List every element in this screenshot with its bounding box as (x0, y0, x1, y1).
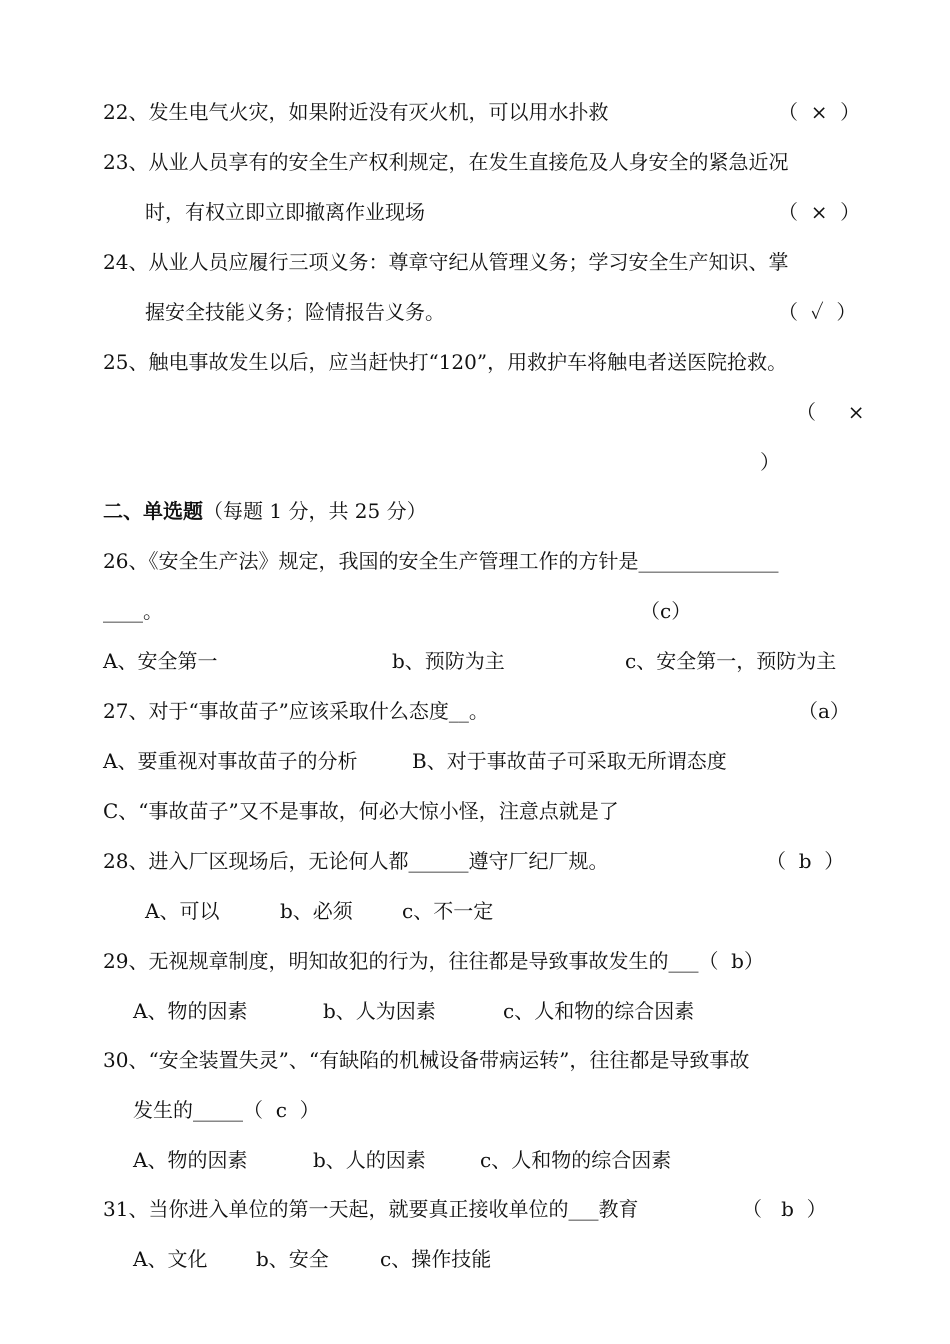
q28-answer: （ b ） (766, 849, 845, 873)
q28-option-c: c、不一定 (402, 899, 494, 923)
q25-text: 25、触电事故发生以后，应当赶快打“120”，用救护车将触电者送医院抢救。 (103, 350, 788, 374)
q23-line2: 时，有权立即立即撤离作业现场 (145, 200, 425, 224)
q29-option-a: A、物的因素 (133, 999, 248, 1023)
q26-answer: （c） (640, 599, 692, 623)
q26-option-a: A、安全第一 (103, 649, 218, 673)
q25-answer-open: （ × (796, 400, 865, 424)
q27-answer: （a） (798, 699, 850, 723)
q30-option-c: c、人和物的综合因素 (480, 1148, 672, 1172)
section-note: （每题 1 分，共 25 分） (203, 499, 427, 523)
q24-line1: 24、从业人员应履行三项义务：尊章守纪从管理义务；学习安全生产知识、掌 (103, 250, 789, 274)
q27-text: 27、对于“事故苗子”应该采取什么态度__。 (103, 699, 489, 723)
q28-text: 28、进入厂区现场后，无论何人都______遵守厂纪厂规。 (103, 849, 609, 873)
q26-line2: ____。 (103, 599, 163, 623)
q25-answer-close: ） (760, 450, 780, 474)
q29-option-b: b、人为因素 (323, 999, 436, 1023)
q26-option-c: c、安全第一，预防为主 (625, 649, 837, 673)
q30-option-b: b、人的因素 (313, 1148, 426, 1172)
q22-answer: （ × ） (778, 100, 861, 124)
section-title: 二、单选题 (103, 499, 203, 523)
section-heading (103, 497, 427, 525)
q24-answer: （ ✓ ） (778, 300, 857, 324)
q30-line1: 30、“安全装置失灵”、“有缺陷的机械设备带病运转”，往往都是导致事故 (103, 1048, 750, 1072)
q28-option-a: A、可以 (145, 899, 220, 923)
q27-option-b: B、对于事故苗子可采取无所谓态度 (412, 749, 727, 773)
q30-line2: 发生的_____（ c ） (133, 1098, 320, 1122)
q31-answer: （ b ） (742, 1197, 827, 1221)
q29-text: 29、无视规章制度，明知故犯的行为，往往都是导致事故发生的___（ b） (103, 949, 764, 973)
q29-option-c: c、人和物的综合因素 (503, 999, 695, 1023)
q23-answer: （ × ） (778, 200, 861, 224)
q27-option-c: C、“事故苗子”又不是事故，何必大惊小怪，注意点就是了 (103, 799, 619, 823)
q27-option-a: A、要重视对事故苗子的分析 (103, 749, 358, 773)
q31-text: 31、当你进入单位的第一天起，就要真正接收单位的___教育 (103, 1197, 639, 1221)
q31-option-c: c、操作技能 (380, 1247, 492, 1271)
q31-option-a: A、文化 (133, 1247, 208, 1271)
q24-line2: 握安全技能义务；险情报告义务。 (145, 300, 445, 324)
q22-text: 22、发生电气火灾，如果附近没有灭火机，可以用水扑救 (103, 100, 609, 124)
q26-option-b: b、预防为主 (392, 649, 505, 673)
q28-option-b: b、必须 (280, 899, 353, 923)
q30-option-a: A、物的因素 (133, 1148, 248, 1172)
q26-line1: 26、《安全生产法》规定，我国的安全生产管理工作的方针是______________ (103, 549, 779, 573)
q23-line1: 23、从业人员享有的安全生产权利规定，在发生直接危及人身安全的紧急近况 (103, 150, 789, 174)
q31-option-b: b、安全 (256, 1247, 329, 1271)
